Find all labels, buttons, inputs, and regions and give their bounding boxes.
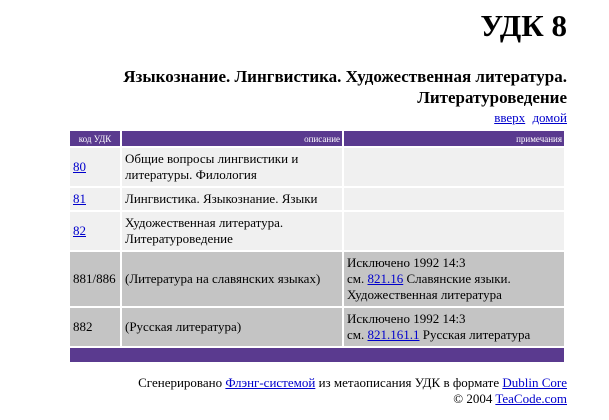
description-cell: Общие вопросы лингвистики и литературы. Филология <box>122 148 342 186</box>
system-link[interactable]: Флэнг-системой <box>225 375 316 390</box>
generated-prefix: Сгенерировано <box>138 375 223 390</box>
copyright: © 2004 <box>453 391 493 406</box>
description-cell: (Литература на славянских языках) <box>122 252 342 306</box>
column-header-code: код УДК <box>70 131 120 146</box>
home-link[interactable]: домой <box>532 110 567 125</box>
see-prefix: см. <box>347 271 365 286</box>
code-cell <box>70 148 120 186</box>
code-cell: 881/886 <box>70 252 120 306</box>
page-footer <box>138 375 567 407</box>
column-header-notes: примечания <box>344 131 564 146</box>
see-link[interactable]: 821.16 <box>367 271 404 286</box>
table-footer-bar <box>70 348 564 362</box>
description-cell: (Русская литература) <box>122 308 342 346</box>
site-link[interactable]: TeaCode.com <box>495 391 567 406</box>
format-link[interactable]: Dublin Core <box>502 375 567 390</box>
table-row-excluded <box>70 308 564 346</box>
description-cell: Художественная литература. Литературоведение <box>122 212 342 250</box>
notes-cell <box>344 188 564 210</box>
table-row <box>70 212 564 250</box>
page-title: УДК 8 <box>480 8 567 43</box>
generated-middle: из метаописания УДК в формате <box>318 375 500 390</box>
table-row <box>70 188 564 210</box>
code-cell: 882 <box>70 308 120 346</box>
page-subtitle: Языкознание. Лингвистика. Художественная литература. Литературоведение <box>123 67 567 107</box>
notes-cell <box>344 252 564 306</box>
table-row <box>70 148 564 186</box>
notes-cell <box>344 148 564 186</box>
see-prefix: см. <box>347 327 365 342</box>
column-header-description: описание <box>122 131 342 146</box>
description-cell: Лингвистика. Языкознание. Языки <box>122 188 342 210</box>
up-link[interactable]: вверх <box>494 110 526 125</box>
code-link[interactable]: 81 <box>73 191 86 206</box>
top-nav <box>494 110 567 126</box>
code-cell <box>70 188 120 210</box>
exclusion-note: Исключено 1992 14:3 <box>347 255 466 270</box>
udk-table <box>68 129 566 364</box>
code-link[interactable]: 82 <box>73 223 86 238</box>
code-cell <box>70 212 120 250</box>
see-link[interactable]: 821.161.1 <box>367 327 420 342</box>
table-row-excluded <box>70 252 564 306</box>
see-text: Славянские языки. Художественная литература <box>347 271 511 302</box>
footer-bar-cell <box>70 348 564 362</box>
see-text: Русская литература <box>422 327 531 342</box>
notes-cell <box>344 308 564 346</box>
notes-cell <box>344 212 564 250</box>
table-header-row <box>70 131 564 146</box>
code-link[interactable]: 80 <box>73 159 86 174</box>
exclusion-note: Исключено 1992 14:3 <box>347 311 466 326</box>
